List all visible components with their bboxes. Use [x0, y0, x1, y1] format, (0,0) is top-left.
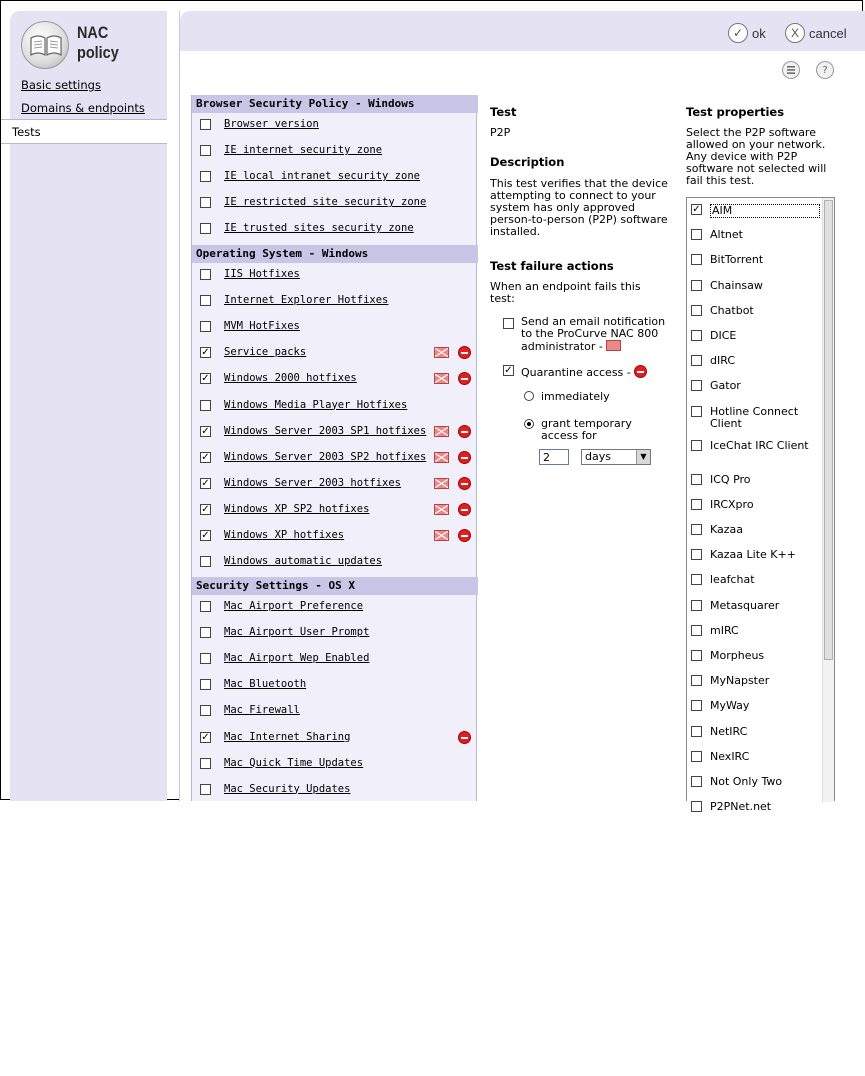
test-checkbox[interactable]: ✓ — [201, 503, 210, 515]
quarantine-option-label: Quarantine access - — [521, 366, 631, 379]
p2p-item-dirc — [687, 349, 823, 374]
test-row-internet-explorer-hotfixes — [192, 289, 478, 315]
p2p-item-icechat-irc-client — [687, 434, 823, 468]
test-checkbox[interactable] — [200, 269, 211, 280]
test-checkbox[interactable] — [200, 679, 211, 690]
p2p-item-myway — [687, 694, 823, 719]
p2p-checkbox[interactable] — [691, 726, 702, 737]
email-notification-checkbox[interactable] — [503, 318, 514, 329]
p2p-label: Chainsaw — [710, 278, 763, 292]
p2p-checkbox[interactable] — [691, 330, 702, 341]
p2p-label: Kazaa — [710, 523, 744, 536]
p2p-checkbox[interactable] — [691, 524, 702, 535]
test-row-mac-security-updates — [192, 778, 478, 804]
test-checkbox[interactable]: ✓ — [201, 477, 210, 489]
test-row-windows-media-player-hotfixes — [192, 394, 478, 420]
test-link[interactable]: Internet Explorer Hotfixes — [224, 294, 389, 307]
p2p-label: MyWay — [710, 699, 750, 713]
test-link[interactable]: Mac Airport User Prompt — [224, 626, 370, 639]
test-link[interactable]: Windows automatic updates — [224, 555, 383, 568]
sidebar-item-basic-settings[interactable]: Basic settings — [21, 78, 101, 92]
p2p-checkbox[interactable] — [691, 254, 702, 265]
quarantine-icon[interactable] — [458, 503, 471, 516]
test-checkbox[interactable]: ✓ — [201, 347, 210, 359]
failure-actions-heading: Test failure actions — [490, 259, 614, 273]
p2p-item-kazaa — [687, 518, 823, 543]
p2p-checkbox[interactable] — [691, 380, 702, 391]
test-row-mvm-hotfixes — [192, 315, 478, 341]
p2p-checkbox[interactable] — [691, 406, 702, 417]
test-row-windows-2000-hotfixes — [192, 367, 478, 393]
test-link[interactable]: IE restricted site security zone — [224, 196, 427, 209]
p2p-item-chatbot — [687, 299, 823, 324]
group-header-browser: Browser Security Policy - Windows — [192, 95, 478, 113]
top-toolbar — [180, 11, 865, 51]
p2p-item-mirc — [687, 619, 823, 644]
p2p-item-aim — [687, 198, 823, 223]
test-link[interactable]: Windows 2000 hotfixes — [224, 372, 357, 385]
properties-heading: Test properties — [686, 105, 785, 119]
test-row-windows-xp-sp2-hotfixes — [192, 498, 478, 524]
test-link[interactable]: Windows XP hotfixes — [224, 529, 345, 541]
test-link[interactable]: Windows Server 2003 SP1 hotfixes — [224, 424, 427, 437]
email-icon[interactable] — [434, 373, 449, 384]
test-link[interactable]: Mac Internet Sharing — [224, 730, 351, 743]
test-row-browser-version — [192, 113, 478, 139]
p2p-item-not-only-two — [687, 770, 823, 795]
p2p-label: Hotline Connect Client — [710, 404, 799, 430]
test-row-mac-airport-user-prompt — [192, 621, 478, 647]
test-link[interactable]: Mac Airport Preference — [224, 600, 364, 612]
ok-button[interactable] — [728, 23, 766, 43]
test-link[interactable]: Service packs — [224, 346, 307, 359]
test-link[interactable]: Browser version — [224, 118, 319, 130]
test-checkbox[interactable]: ✓ — [201, 530, 210, 541]
dropdown-arrow-icon: ▼ — [636, 450, 650, 464]
p2p-checkbox[interactable] — [691, 355, 702, 366]
p2p-label: Morpheus — [710, 649, 765, 662]
p2p-label: Chatbot — [710, 303, 754, 317]
check-icon: ✓ — [728, 23, 748, 43]
test-link[interactable]: IE internet security zone — [224, 144, 383, 157]
test-row-windows-xp-hotfixes — [192, 524, 478, 550]
test-heading: Test — [490, 105, 517, 119]
p2p-software-list[interactable] — [686, 197, 835, 814]
email-icon[interactable] — [434, 426, 449, 437]
test-checkbox[interactable] — [200, 171, 211, 182]
test-checkbox[interactable] — [200, 145, 211, 156]
p2p-checkbox[interactable] — [691, 625, 702, 636]
test-row-windows-server-2003-hotfixes — [192, 472, 478, 498]
email-option-label: Send an email notification to the ProCurve NAC 800 administrator - — [521, 315, 666, 353]
test-checkbox[interactable] — [200, 119, 211, 130]
email-icon[interactable] — [434, 347, 449, 358]
logo — [21, 21, 161, 73]
test-row-iis-hotfixes — [192, 263, 478, 289]
test-checkbox[interactable]: ✓ — [201, 373, 210, 385]
immediately-label: immediately — [541, 390, 610, 403]
p2p-label: Not Only Two — [710, 775, 783, 788]
email-icon[interactable] — [434, 504, 449, 515]
test-row-mac-airport-preference — [192, 595, 478, 621]
p2p-checkbox[interactable] — [691, 751, 702, 762]
test-link[interactable]: IE local intranet security zone — [224, 170, 420, 183]
properties-intro: Select the P2P software allowed on your network. Any device with P2P software not selected will fail this test. — [686, 126, 827, 187]
sidebar-item-tests[interactable]: Tests — [1, 119, 167, 144]
test-link[interactable]: Mac Bluetooth — [224, 678, 307, 691]
p2p-label: Gator — [710, 379, 741, 393]
remove-icon[interactable] — [634, 365, 647, 378]
p2p-label: BitTorrent — [710, 253, 764, 267]
temporary-access-radio[interactable] — [524, 419, 534, 429]
test-row-mac-internet-sharing — [192, 726, 478, 752]
duration-unit-value: days — [585, 450, 611, 463]
p2p-checkbox[interactable] — [691, 801, 702, 812]
p2p-label: Metasquarer — [710, 598, 780, 612]
test-checkbox[interactable] — [200, 627, 211, 638]
test-checkbox[interactable] — [200, 321, 211, 332]
p2p-checkbox[interactable] — [691, 650, 702, 661]
test-row-windows-server-2003-sp2-hotfixes — [192, 446, 478, 472]
p2p-label: IceChat IRC Client — [710, 438, 809, 452]
p2p-item-metasquarer — [687, 594, 823, 619]
email-icon[interactable] — [434, 452, 449, 463]
p2p-label: Kazaa Lite K++ — [710, 548, 796, 562]
test-checkbox[interactable] — [200, 784, 211, 795]
p2p-item-hotline-connect-client — [687, 400, 823, 434]
duration-input[interactable] — [539, 449, 569, 465]
group-header-os-x: Security Settings - OS X — [192, 577, 478, 595]
immediately-radio[interactable] — [524, 391, 534, 401]
p2p-item-mynapster — [687, 669, 823, 694]
test-link[interactable]: Windows Server 2003 SP2 hotfixes — [224, 450, 427, 463]
logo-line-1: NAC — [77, 23, 109, 42]
logo-line-2: policy — [77, 43, 119, 62]
p2p-checkbox[interactable] — [691, 474, 702, 485]
test-link[interactable]: Mac Security Updates — [224, 782, 351, 795]
close-icon: X — [785, 23, 805, 43]
test-checkbox[interactable] — [200, 197, 211, 208]
tests-list — [191, 95, 477, 801]
p2p-item-leafchat — [687, 568, 823, 593]
test-checkbox[interactable] — [200, 295, 211, 306]
test-checkbox[interactable] — [200, 223, 211, 234]
email-icon[interactable] — [606, 340, 621, 351]
quarantine-icon[interactable] — [458, 529, 471, 542]
p2p-item-bittorrent — [687, 248, 823, 273]
scrollbar-thumb[interactable] — [824, 200, 833, 660]
test-link[interactable]: Mac Quick Time Updates — [224, 756, 364, 769]
p2p-item-gator — [687, 374, 823, 399]
duration-unit-select[interactable] — [581, 449, 651, 465]
p2p-item-icq-pro — [687, 468, 823, 493]
quarantine-icon[interactable] — [458, 346, 471, 359]
test-link[interactable]: Windows Media Player Hotfixes — [224, 398, 408, 411]
p2p-checkbox[interactable] — [691, 229, 702, 240]
p2p-checkbox[interactable] — [691, 574, 702, 585]
p2p-checkbox[interactable] — [691, 675, 702, 686]
group-header-os-windows: Operating System - Windows — [192, 245, 478, 263]
p2p-label: AIM — [710, 204, 820, 218]
p2p-checkbox[interactable] — [691, 600, 702, 611]
p2p-checkbox[interactable] — [691, 280, 702, 291]
quarantine-icon[interactable] — [458, 731, 471, 744]
logo-title — [77, 23, 119, 63]
test-checkbox[interactable] — [200, 556, 211, 567]
p2p-checkbox[interactable]: ✓ — [692, 204, 701, 215]
test-properties — [686, 95, 858, 814]
test-checkbox[interactable] — [200, 653, 211, 664]
description-text: This test verifies that the device attempting to connect to your system has only approved person-to-person (P2P) software installed. — [490, 177, 668, 238]
list-icon[interactable] — [782, 61, 800, 79]
p2p-label: NetIRC — [710, 724, 748, 738]
test-link[interactable]: MVM HotFixes — [224, 320, 300, 333]
test-row-ie-trusted-sites-security-zone — [192, 217, 478, 243]
test-row-windows-server-2003-sp1-hotfixes — [192, 420, 478, 446]
temporary-access-label: grant temporary access for — [541, 417, 632, 442]
test-row-ie-local-intranet-security-zone — [192, 165, 478, 191]
p2p-label: P2PNet.net — [710, 800, 772, 814]
p2p-item-kazaa-lite-k — [687, 543, 823, 568]
test-link[interactable]: Windows XP SP2 hotfixes — [224, 502, 370, 515]
test-name: P2P — [490, 126, 511, 139]
p2p-item-ircxpro — [687, 493, 823, 518]
p2p-item-dice — [687, 324, 823, 349]
sidebar-item-domains-endpoints[interactable]: Domains & endpoints — [21, 101, 145, 115]
quarantine-icon[interactable] — [458, 477, 471, 490]
p2p-label: dIRC — [710, 354, 736, 368]
test-checkbox[interactable] — [200, 601, 211, 612]
test-checkbox[interactable]: ✓ — [201, 451, 210, 463]
p2p-checkbox[interactable] — [691, 440, 702, 451]
failure-intro: When an endpoint fails this test: — [490, 280, 641, 305]
p2p-item-p2pnet-net — [687, 795, 823, 820]
email-icon[interactable] — [434, 530, 449, 541]
test-link[interactable]: IE trusted sites security zone — [224, 222, 414, 235]
p2p-label: IRCXpro — [710, 497, 754, 511]
test-link[interactable]: Mac Airport Wep Enabled — [224, 652, 370, 665]
p2p-label: DICE — [710, 329, 737, 342]
p2p-checkbox[interactable] — [691, 700, 702, 711]
scrollbar[interactable] — [822, 198, 834, 802]
quarantine-icon[interactable] — [458, 372, 471, 385]
quarantine-icon[interactable] — [458, 451, 471, 464]
p2p-checkbox[interactable] — [691, 499, 702, 510]
test-row-service-packs — [192, 341, 478, 367]
quarantine-access-checkbox[interactable]: ✓ — [504, 365, 513, 376]
quarantine-icon[interactable] — [458, 425, 471, 438]
test-checkbox[interactable] — [200, 758, 211, 769]
description-heading: Description — [490, 155, 565, 169]
test-link[interactable]: Windows Server 2003 hotfixes — [224, 476, 402, 489]
test-row-mac-firewall — [192, 699, 478, 725]
test-row-windows-automatic-updates — [192, 550, 478, 576]
p2p-checkbox[interactable] — [691, 776, 702, 787]
quarantine-access-option — [521, 365, 671, 379]
email-icon[interactable] — [434, 478, 449, 489]
ok-label: ok — [752, 25, 766, 41]
p2p-label: NexIRC — [710, 749, 750, 763]
p2p-item-chainsaw — [687, 274, 823, 299]
p2p-checkbox[interactable] — [691, 549, 702, 560]
test-row-ie-internet-security-zone — [192, 139, 478, 165]
test-row-mac-airport-wep-enabled — [192, 647, 478, 673]
test-checkbox[interactable]: ✓ — [201, 731, 210, 743]
test-link[interactable]: Mac Firewall — [224, 704, 300, 717]
p2p-item-altnet — [687, 223, 823, 248]
p2p-label: MyNapster — [710, 674, 770, 688]
test-row-mac-quick-time-updates — [192, 752, 478, 778]
book-icon — [21, 21, 69, 69]
test-link[interactable]: IIS Hotfixes — [224, 268, 300, 280]
p2p-item-netirc — [687, 720, 823, 745]
test-checkbox[interactable] — [200, 400, 211, 411]
p2p-label: mIRC — [710, 623, 739, 637]
p2p-checkbox[interactable] — [691, 305, 702, 316]
test-checkbox[interactable] — [200, 705, 211, 716]
p2p-item-nexirc — [687, 745, 823, 770]
email-notification-option — [521, 316, 673, 353]
p2p-item-morpheus — [687, 644, 823, 669]
help-icon[interactable]: ? — [816, 61, 834, 79]
test-checkbox[interactable]: ✓ — [201, 425, 210, 437]
test-row-ie-restricted-site-security-zone — [192, 191, 478, 217]
p2p-label: Altnet — [710, 228, 743, 242]
p2p-label: ICQ Pro — [710, 472, 751, 486]
cancel-button[interactable] — [785, 23, 847, 43]
test-details — [490, 95, 680, 801]
p2p-label: leafchat — [710, 573, 755, 587]
cancel-label: cancel — [809, 25, 847, 41]
test-row-mac-bluetooth — [192, 673, 478, 699]
